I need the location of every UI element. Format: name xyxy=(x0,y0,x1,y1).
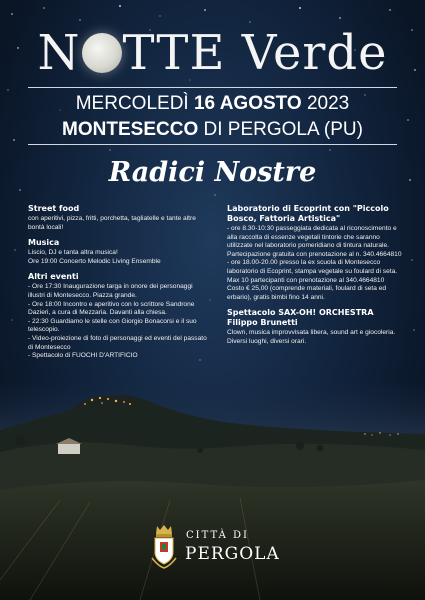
sax-oh-line: Clown, musica improvvisata libera, sound art e giocoleria. xyxy=(227,329,396,337)
ecoprint-line: Costo € 25,00 (comprende materiali, foulard di seta ed erbario), gratis bimbi fino 14 anni. xyxy=(227,285,387,301)
title-rest: TTE Verde xyxy=(122,25,388,81)
section-body-musica xyxy=(28,249,208,266)
ecoprint-line: Max 10 partecipanti con prenotazione al 340.4664810 xyxy=(227,276,385,284)
street-food-line: con aperitivi, pizza, fritti, porchetta, tagliatelle e tante altre bontà locali! xyxy=(28,215,196,231)
ecoprint-line: - ore 8.30-10:30 passeggiata dedicata al riconoscimento e alla raccolta di essenze vegetali tintorie che saranno utilizzate nel laboratorio pomeridiano di tintura naturale. xyxy=(227,225,397,250)
event-title xyxy=(0,25,425,81)
section-title-street-food: Street food xyxy=(28,204,80,213)
section-body-ecoprint xyxy=(227,225,402,302)
divider-top xyxy=(28,87,397,88)
place-rest: DI PERGOLA (PU) xyxy=(203,119,363,140)
city-logo xyxy=(150,524,280,574)
altri-eventi-line: - 22:30 Guardiamo le stelle con Giorgio Bonacorsi e il suo telescopio. xyxy=(28,317,197,334)
section-body-altri-eventi xyxy=(28,283,208,360)
musica-line: Liscio, DJ e tanta altra musica! xyxy=(28,249,118,257)
altri-eventi-line: - Spettacolo di FUOCHI D'ARTIFICIO xyxy=(28,352,138,360)
date-year: 2023 xyxy=(306,93,350,114)
section-title-musica: Musica xyxy=(28,238,60,248)
altri-eventi-line: - Ore 18:00 Incontro e aperitivo con lo scrittore Sandrone Dazieri, a cura di Mezzaria. Davanti alla chiesa. xyxy=(28,300,195,317)
title-first-letter: N xyxy=(37,25,81,81)
altri-eventi-line: - Video-proiezione di foto di personaggi ed eventi del passato di Montesecco xyxy=(28,334,207,351)
ecoprint-line: Partecipazione gratuita con prenotazione al n. 340.4664810 xyxy=(227,250,402,258)
left-column xyxy=(28,200,208,361)
date-weekday: MERCOLEDÌ xyxy=(75,93,189,114)
sax-oh-line: Diversi luoghi, diversi orari. xyxy=(227,337,307,345)
section-body-street-food xyxy=(28,215,208,232)
date-day-month: 16 AGOSTO xyxy=(193,93,302,114)
altri-eventi-line: - Ore 17:30 Inaugurazione targa in onore dei personaggi illustri di Montesecco. Piazza grande. xyxy=(28,283,193,299)
logo-line-1: CITTÀ DI xyxy=(186,530,249,541)
section-title-sax-oh: Spettacolo SAX-OH! ORCHESTRA Filippo Brunetti xyxy=(227,308,374,328)
right-column xyxy=(227,200,402,347)
section-body-sax-oh xyxy=(227,329,402,346)
event-place xyxy=(0,118,425,142)
divider-bottom xyxy=(28,144,397,145)
musica-line: Ore 19:00 Concerto Melodic Living Ensemble xyxy=(28,257,161,265)
section-title-altri-eventi: Altri eventi xyxy=(28,272,79,282)
moon-icon xyxy=(82,33,122,73)
section-title-ecoprint: Laboratorio di Ecoprint con "Piccolo Bosco, Fattoria Artistica" xyxy=(227,204,389,223)
ecoprint-line: - ore 18.00-20.00 presso la ex scuola di Montesecco laboratorio di Ecoprint, stampa vegetale su foulard di seta. xyxy=(227,259,398,275)
logo-line-2: PERGOLA xyxy=(185,544,280,564)
city-crest-icon xyxy=(150,524,178,570)
event-subtitle: Radici Nostre xyxy=(108,157,317,188)
event-date xyxy=(0,92,425,116)
place-bold: MONTESECCO xyxy=(62,119,199,140)
